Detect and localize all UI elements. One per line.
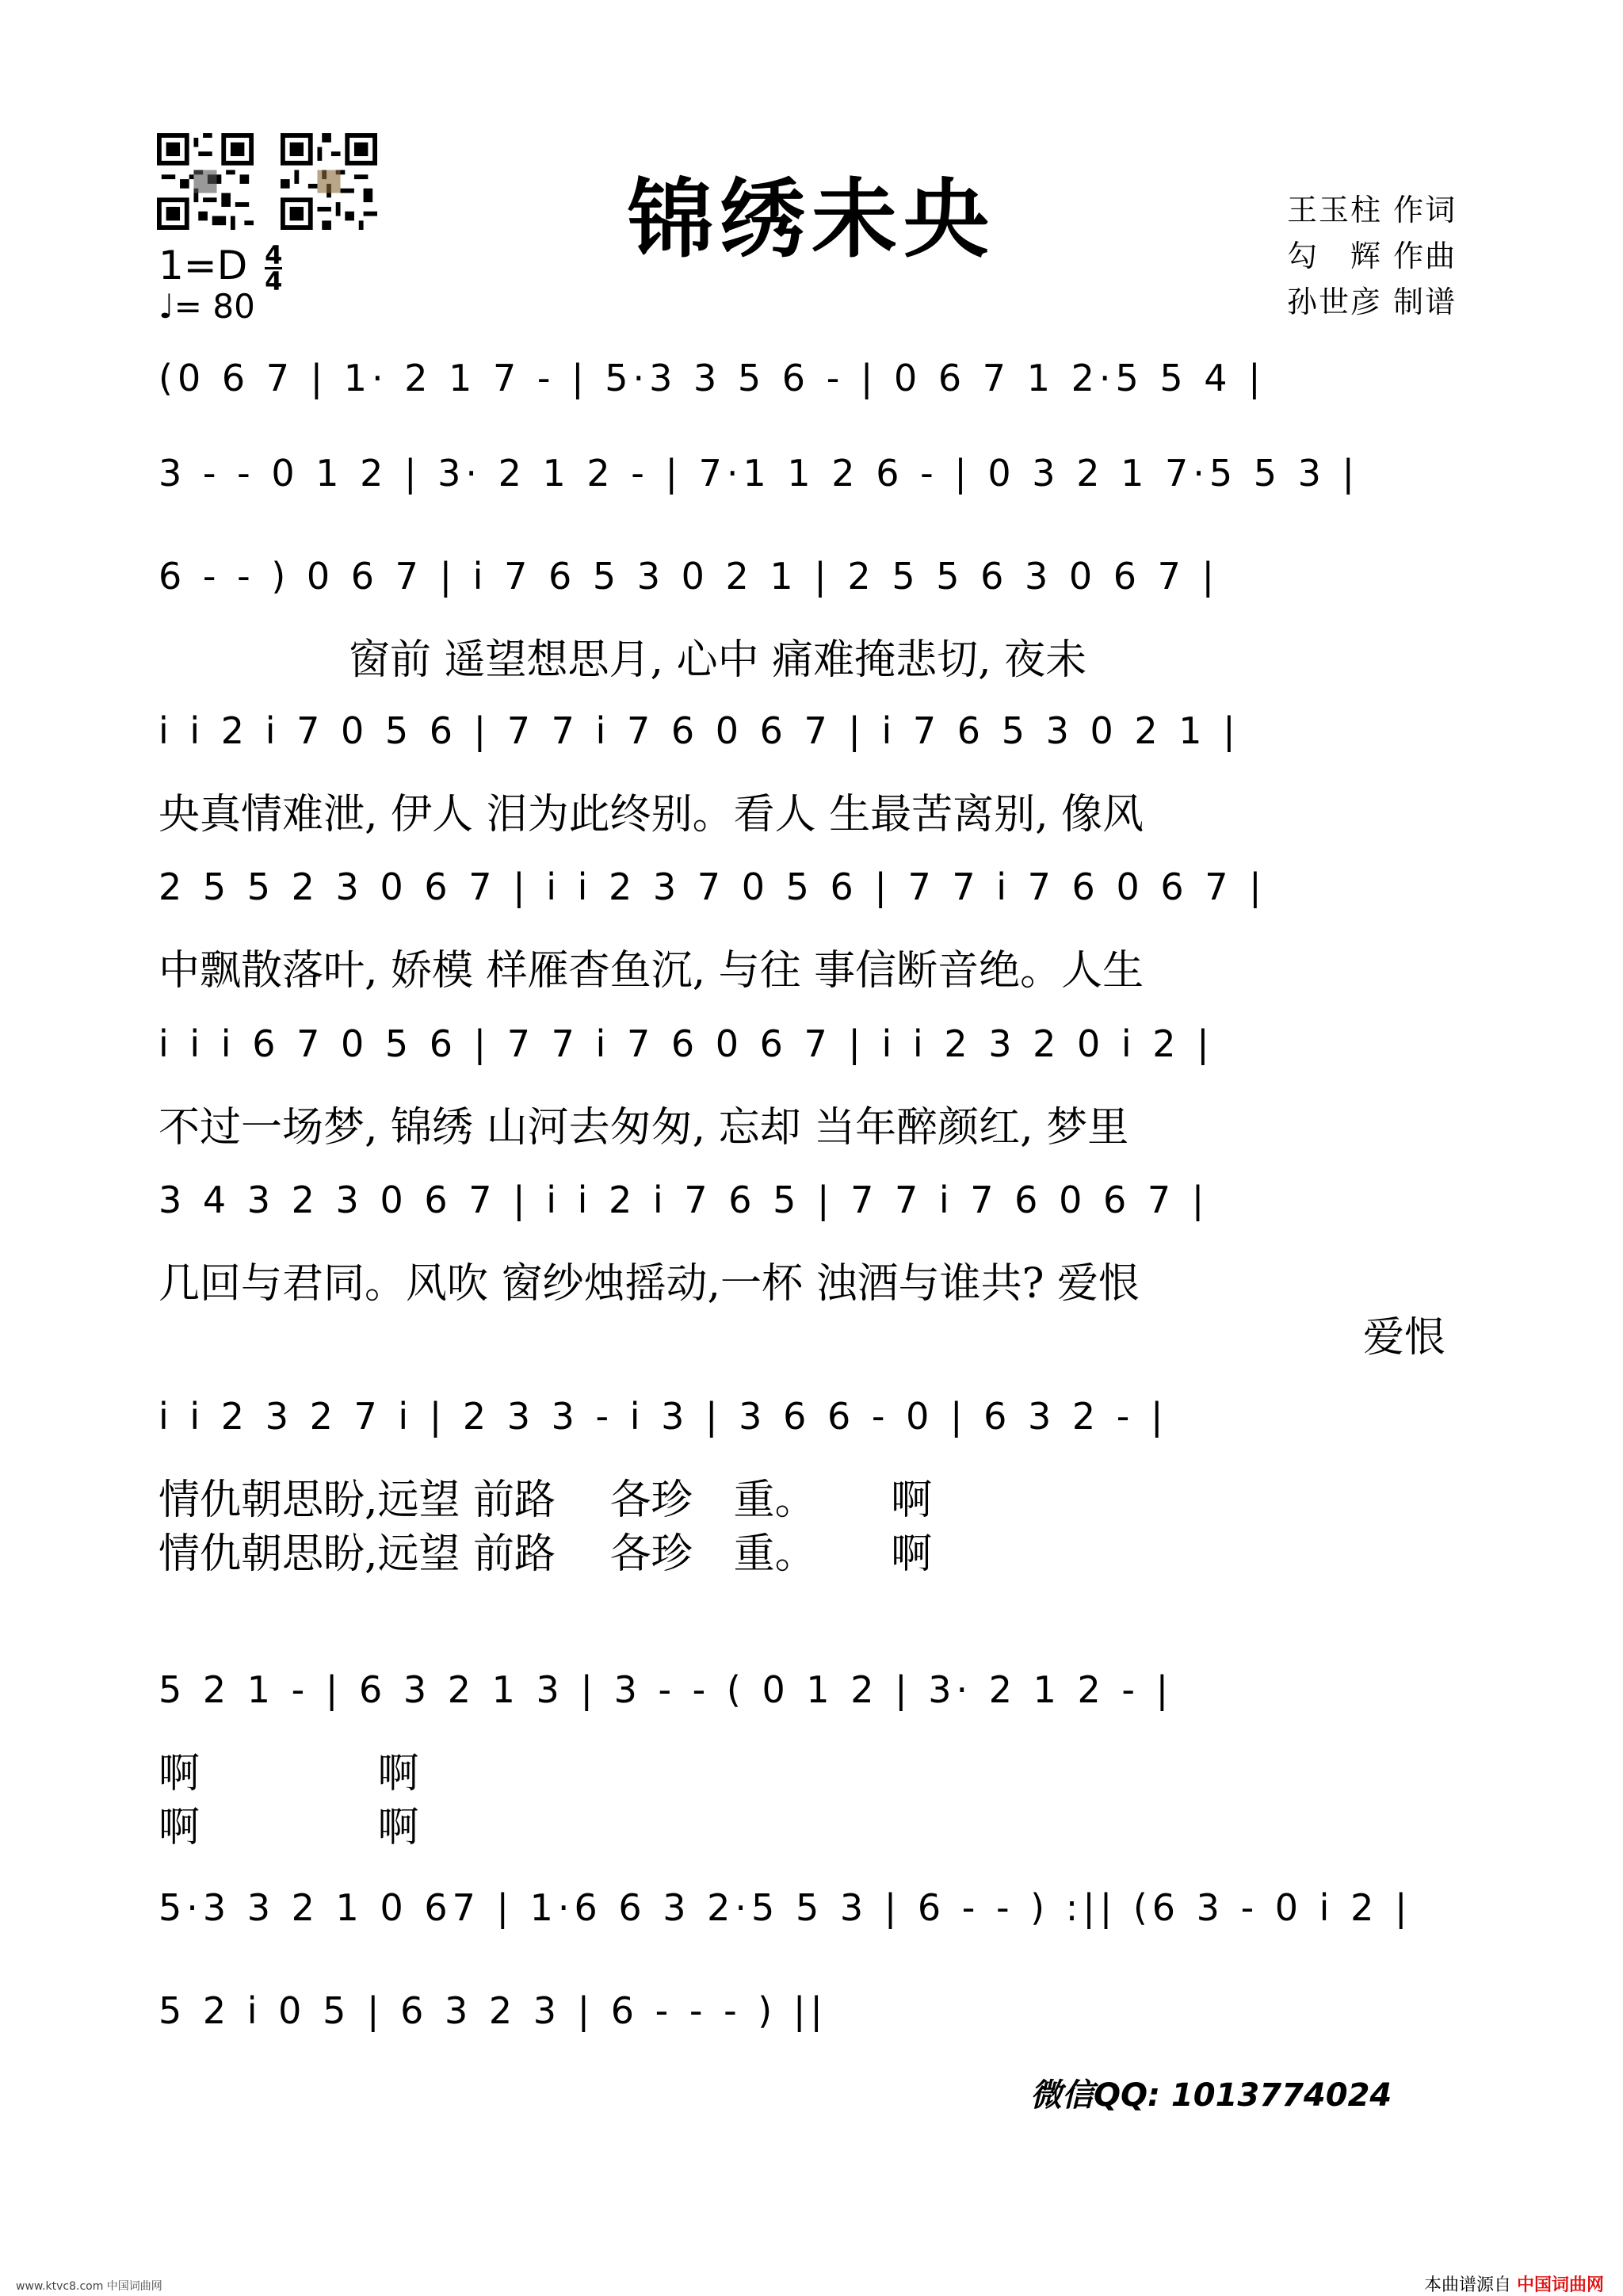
notes-line: 5 2 i 0 5 | 6 3 2 3 | 6 - - - ) || [158,1989,827,2032]
key-signature [158,240,283,296]
lyric-line: 情仇朝思盼,远望 前路 各珍 重。 啊 [158,1477,933,1524]
tempo-marking: ♩= 80 [158,287,255,326]
lyric-line: 不过一场梦, 锦绣 山河去匆匆, 忘却 当年醉颜红, 梦里 [158,1104,1129,1152]
lyric-line: 啊 啊 [158,1750,419,1797]
notes-line: 6 - - ) 0 6 7 | i 7 6 5 3 0 2 1 | 2 5 5 6 3 0 6 7 | [158,555,1220,598]
composer-credit: 勾 辉 作曲 [1287,239,1457,273]
notes-line: i i 2 3 2 7 i | 2 3 3 - i 3 | 3 6 6 - 0 | 6 3 2 - | [158,1395,1168,1438]
page-title: 锦绣未央 [627,170,995,269]
lyric-line: 窗前 遥望想思月, 心中 痛难掩悲切, 夜未 [349,636,1087,684]
notes-line: 3 4 3 2 3 0 6 7 | i i 2 i 7 6 5 | 7 7 i 7 6 0 6 7 | [158,1179,1209,1221]
footer-source-prefix: 本曲谱源自 [1423,2275,1511,2295]
lyric-line: 啊 啊 [158,1804,419,1851]
notes-line: i i i 6 7 0 5 6 | 7 7 i 7 6 0 6 7 | i i 2 3 2 0 i 2 | [158,1022,1214,1065]
lyric-line: 中飘散落叶, 娇模 样雁杳鱼沉, 与往 事信断音绝。人生 [158,947,1144,995]
key-label: 1=D [158,243,248,288]
time-signature [265,240,283,296]
footer-source-brand: 中国词曲网 [1516,2275,1604,2295]
lyric-line: 几回与君同。风吹 窗纱烛摇动,一杯 浊酒与谁共? 爱恨 [158,1260,1140,1308]
notes-line: i i 2 i 7 0 5 6 | 7 7 i 7 6 0 6 7 | i 7 6 5 3 0 2 1 | [158,709,1240,752]
lyric-line: 央真情难泄, 伊人 泪为此终别。看人 生最苦离别, 像风 [158,791,1144,839]
notes-line: (0 6 7 | 1· 2 1 7 - | 5·3 3 5 6 - | 0 6 7 1 2·5 5 4 | [158,357,1266,399]
lyric-line: 情仇朝思盼,远望 前路 各珍 重。 啊 [158,1530,933,1578]
time-signature-bottom: 4 [265,266,283,296]
arranger-credit: 孙世彦 制谱 [1287,285,1457,319]
footer-watermark: www.ktvc8.com 中国词曲网 [16,2280,162,2293]
time-signature-top: 4 [265,240,283,270]
lyricist-credit: 王玉柱 作词 [1287,193,1457,227]
footer-source [1424,2271,1604,2296]
notes-line: 5·3 3 2 1 0 67 | 1·6 6 3 2·5 5 3 | 6 - - ) :|| (6 3 - 0 i 2 | [158,1886,1412,1929]
notes-line: 5 2 1 - | 6 3 2 1 3 | 3 - - ( 0 1 2 | 3· 2 1 2 - | [158,1668,1174,1711]
notes-line: 3 - - 0 1 2 | 3· 2 1 2 - | 7·1 1 2 6 - | 0 3 2 1 7·5 5 3 | [158,452,1360,495]
contact-info: 微信QQ: 1013774024 [1030,2077,1392,2114]
lyric-line: 爱恨 [1363,1314,1446,1362]
notes-line: 2 5 5 2 3 0 6 7 | i i 2 3 7 0 5 6 | 7 7 i 7 6 0 6 7 | [158,865,1266,908]
